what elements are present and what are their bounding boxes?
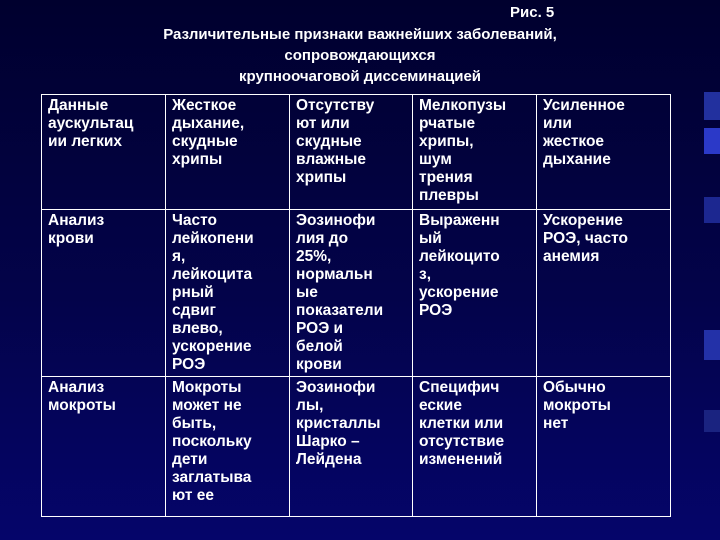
table-cell: Жесткое дыхание, скудные хрипы xyxy=(166,95,290,210)
table-cell: Выраженн ый лейкоцито з, ускорение РОЭ xyxy=(413,209,537,376)
table-row xyxy=(42,95,671,210)
row-label: Анализ мокроты xyxy=(42,377,166,517)
table-cell: Мелкопузы рчатые хрипы, шум трения плевры xyxy=(413,95,537,210)
table-cell: Ускорение РОЭ, часто анемия xyxy=(537,209,671,376)
table-row xyxy=(42,377,671,517)
figure-label: Рис. 5 xyxy=(510,4,555,21)
row-label: Анализ крови xyxy=(42,209,166,376)
slide-title: Различительные признаки важнейших заболеваний, сопровождающихся крупноочаговой диссеминацией xyxy=(163,26,557,85)
table-cell: Часто лейкопени я, лейкоцита рный сдвиг влево, ускорение РОЭ xyxy=(166,209,290,376)
comparison-table xyxy=(41,94,671,517)
decorative-bar xyxy=(704,128,720,154)
decorative-bar xyxy=(704,410,720,432)
decorative-bar xyxy=(704,92,720,120)
table-cell: Эозинофи лы, кристаллы Шарко – Лейдена xyxy=(290,377,413,517)
decorative-bar xyxy=(704,197,720,223)
decorative-bar xyxy=(704,330,720,360)
table-cell: Мокроты может не быть, поскольку дети заглатыва ют ее xyxy=(166,377,290,517)
table-cell: Отсутству ют или скудные влажные хрипы xyxy=(290,95,413,210)
table-row xyxy=(42,209,671,376)
table-cell: Специфич еские клетки или отсутствие изменений xyxy=(413,377,537,517)
table-cell: Усиленное или жесткое дыхание xyxy=(537,95,671,210)
table-cell: Эозинофи лия до 25%, нормальн ые показатели РОЭ и белой крови xyxy=(290,209,413,376)
table-cell: Обычно мокроты нет xyxy=(537,377,671,517)
row-label: Данные аускультац ии легких xyxy=(42,95,166,210)
